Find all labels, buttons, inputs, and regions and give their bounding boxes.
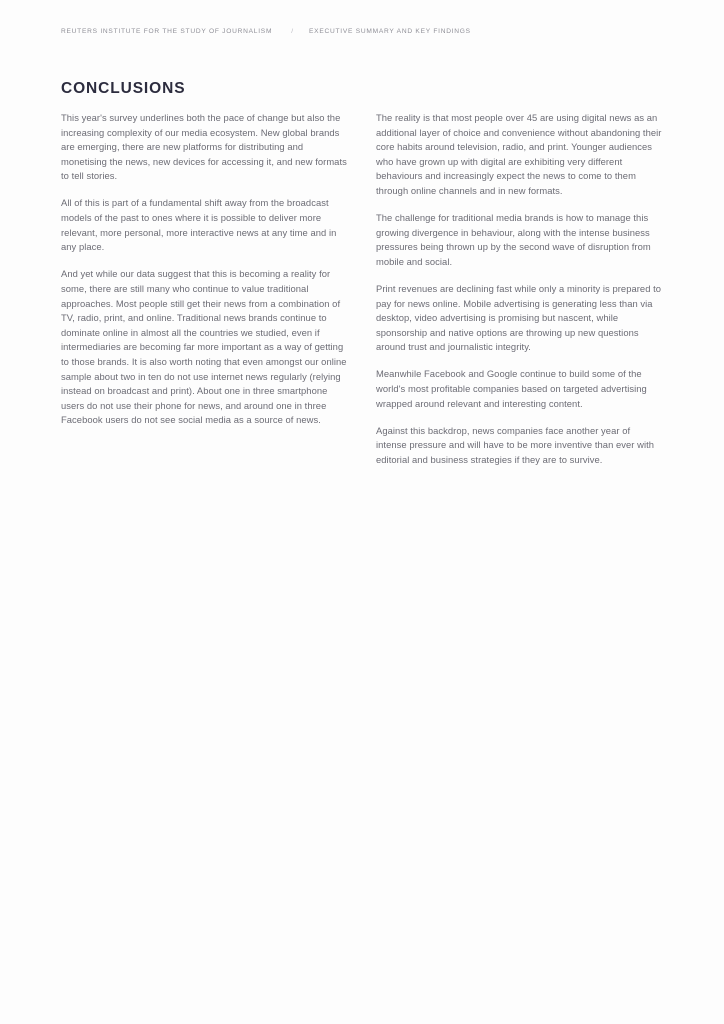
paragraph: Against this backdrop, news companies face another year of intense pressure and will have to be more inventive than ever with editorial and business strategies if they are to survive. — [376, 424, 655, 465]
header-separator: / — [291, 28, 294, 35]
paragraph: The reality is that most people over 45 are using digital news as an additional layer of choice and convenience without abandoning their core habits around television, radio, and print. Younger audiences who have grown up with digital are exhibiting very different behaviours and increasingly expect the news to come to them through online channels and in new formats. — [376, 112, 662, 196]
column-top-spacer — [376, 80, 663, 111]
paragraph: And yet while our data suggest that this is becoming a reality for some, there are still many who continue to value traditional approaches. Most people still get their news from a combination of TV, radio, print, and online. Traditional news brands continue to dominate online in almost all the countries we studied, even if intermediaries are becoming far more important as a way of getting to those brands. It is also worth noting that even amongst our online sample about two in ten do not use internet news regularly (relying instead on broadcast and print). About one in three smartphone users do not use their phone for news, and around one in three Facebook users do not see social media as a source of news. — [61, 268, 347, 426]
header-publisher: REUTERS INSTITUTE FOR THE STUDY OF JOURNALISM — [61, 28, 273, 35]
paragraph: The challenge for traditional media brands is how to manage this growing divergence in behaviour, along with the intense business pressures being thrown up by the second wave of disruption from mobile and social. — [376, 212, 651, 267]
two-column-layout — [61, 80, 663, 467]
running-header — [61, 27, 471, 37]
header-section: EXECUTIVE SUMMARY AND KEY FINDINGS — [309, 28, 471, 35]
paragraph: All of this is part of a fundamental shift away from the broadcast models of the past to ones where it is possible to deliver more relevant, more personal, more interactive news at any time and in any place. — [61, 197, 337, 253]
left-column — [61, 80, 348, 428]
page-title: CONCLUSIONS — [61, 80, 186, 97]
right-column — [376, 80, 663, 467]
article-content — [61, 80, 663, 467]
paragraph: This year's survey underlines both the pace of change but also the increasing complexity of our media ecosystem. New global brands are emerging, there are new platforms for distributing and monetising the news, new devices for accessing it, and new formats to tell stories. — [61, 112, 347, 182]
paragraph: Print revenues are declining fast while only a minority is prepared to pay for news online. Mobile advertising is generating less than via desktop, video advertising is promising but nascent, while sponsorship and native options are throwing up new questions around trust and journalistic integrity. — [376, 282, 662, 353]
paragraph: Meanwhile Facebook and Google continue to build some of the world's most profitable companies based on targeted advertising wrapped around relevant and interesting content. — [376, 368, 647, 409]
